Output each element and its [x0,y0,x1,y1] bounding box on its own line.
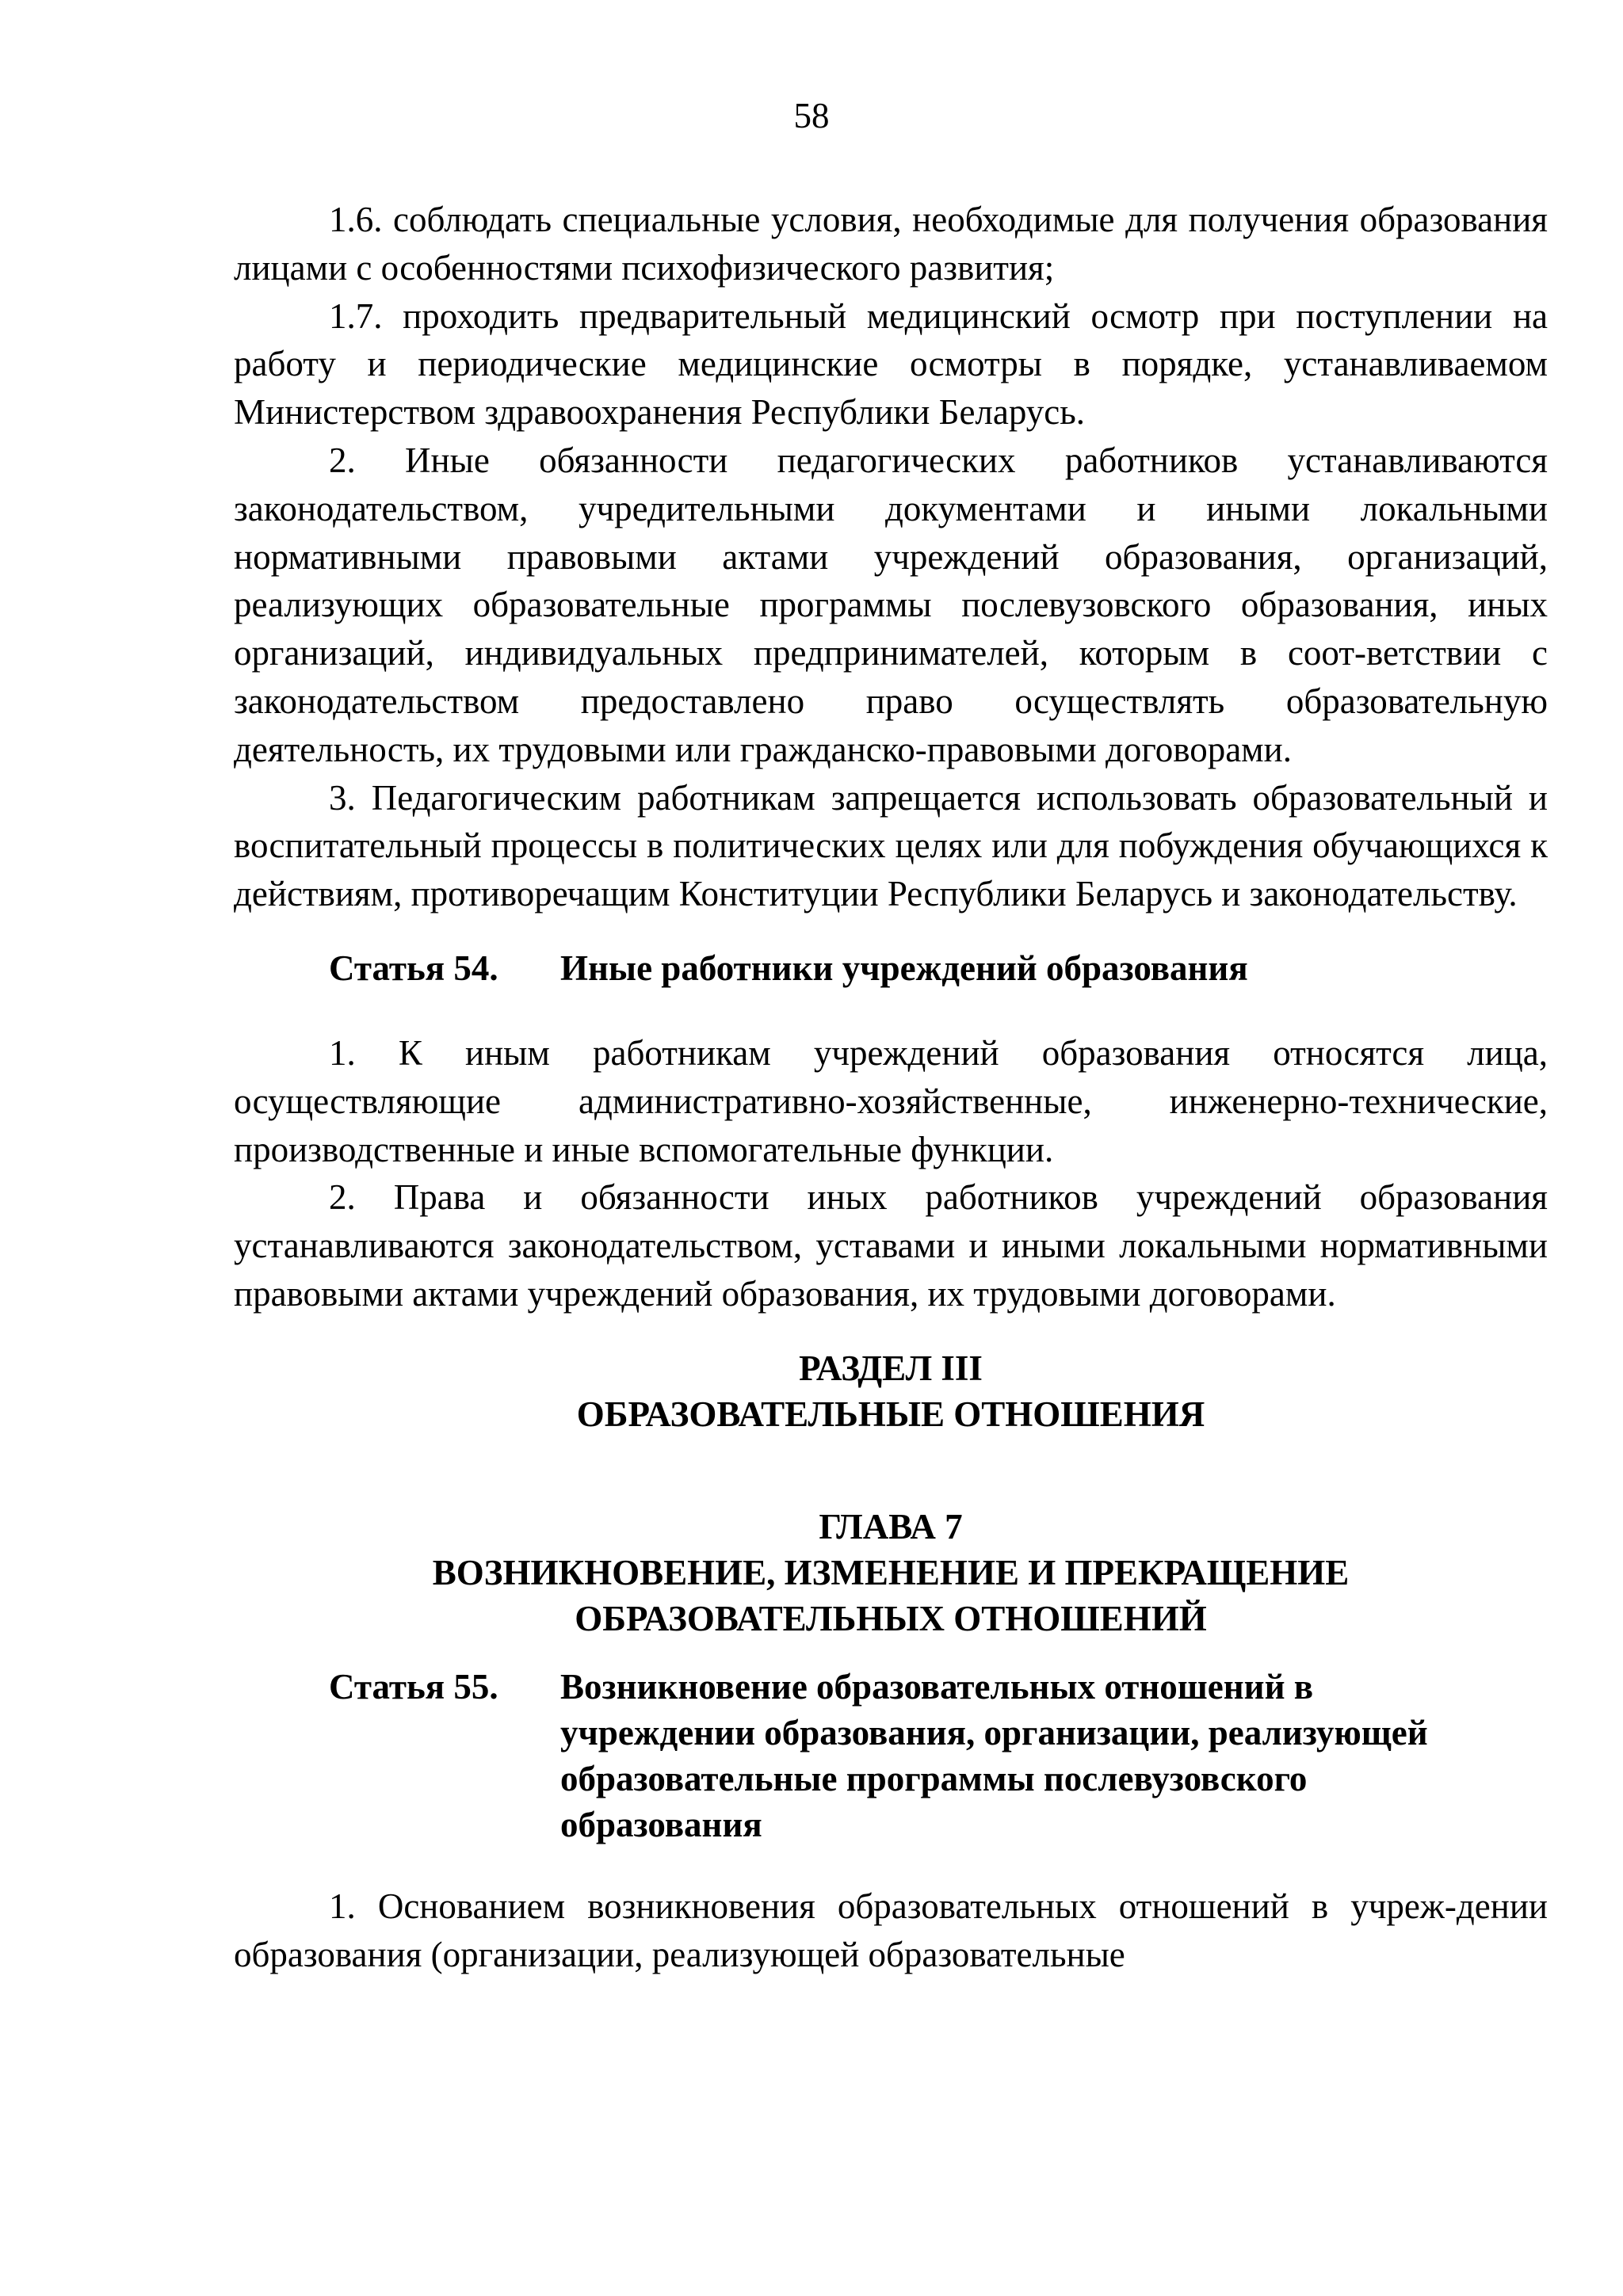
paragraph-1-6: 1.6. соблюдать специальные условия, необходимые для получения образования лицами с особенностями психофизического развития; [234,200,1548,288]
page-content [234,196,1548,1978]
chapter-title-line-1: ВОЗНИКНОВЕНИЕ, ИЗМЕНЕНИЕ И ПРЕКРАЩЕНИЕ [432,1552,1350,1592]
article-54-paragraph-1: 1. К иным работникам учреждений образования относятся лица, осуществляющие административно-хозяйственные, инженерно-технические, производственные и иные вспомогательные функции. [234,1032,1548,1169]
section-heading [234,1345,1548,1437]
article-55-number: Статья 55. [329,1666,498,1707]
article-54-title: Иные работники учреждений образования [560,948,1248,988]
paragraph-1-7: 1.7. проходить предварительный медицинский осмотр при поступлении на работу и периодические медицинские осмотры в порядке, устанавливаемом Министерством здравоохранения Республики Беларусь. [234,296,1548,433]
page-number: 58 [793,96,830,135]
chapter-number: ГЛАВА 7 [819,1506,963,1547]
paragraph-2-duties: 2. Иные обязанности педагогических работников устанавливаются законодательством, учредительными документами и иными локальными нормативными правовыми актами учреждений образования, организаций, реализующих образовательные программы послевузовского образования, иных организаций, индивидуальных предпринимателей, которым в соот-ветствии с законодательством предоставлено право осуществлять образовательную деятельность, их трудовыми или гражданско-правовыми договорами. [234,440,1548,769]
chapter-heading [234,1504,1548,1642]
article-54-paragraph-2: 2. Права и обязанности иных работников учреждений образования устанавливаются законодательством, уставами и иными локальными нормативными правовыми актами учреждений образования, их трудовыми договорами. [234,1177,1548,1314]
section-number: РАЗДЕЛ III [799,1348,983,1388]
chapter-title-line-2: ОБРАЗОВАТЕЛЬНЫХ ОТНОШЕНИЙ [575,1598,1207,1638]
article-55-title: Возникновение образовательных отношений в учреждении образования, организации, реализующей образовательные программы послевузовского образования [560,1666,1428,1844]
article-55-heading [329,1664,1548,1848]
article-54-heading [329,945,1548,991]
paragraph-3-prohibition: 3. Педагогическим работникам запрещается использовать образовательный и воспитательный процессы в политических целях или для побуждения обучающихся к действиям, противоречащим Конституции Республики Беларусь и законодательству. [234,777,1548,914]
article-54-number: Статья 54. [329,948,498,988]
article-55-paragraph-1: 1. Основанием возникновения образовательных отношений в учреж-дении образования (организации, реализующей образовательные [234,1886,1548,1974]
section-title: ОБРАЗОВАТЕЛЬНЫЕ ОТНОШЕНИЯ [576,1394,1205,1434]
